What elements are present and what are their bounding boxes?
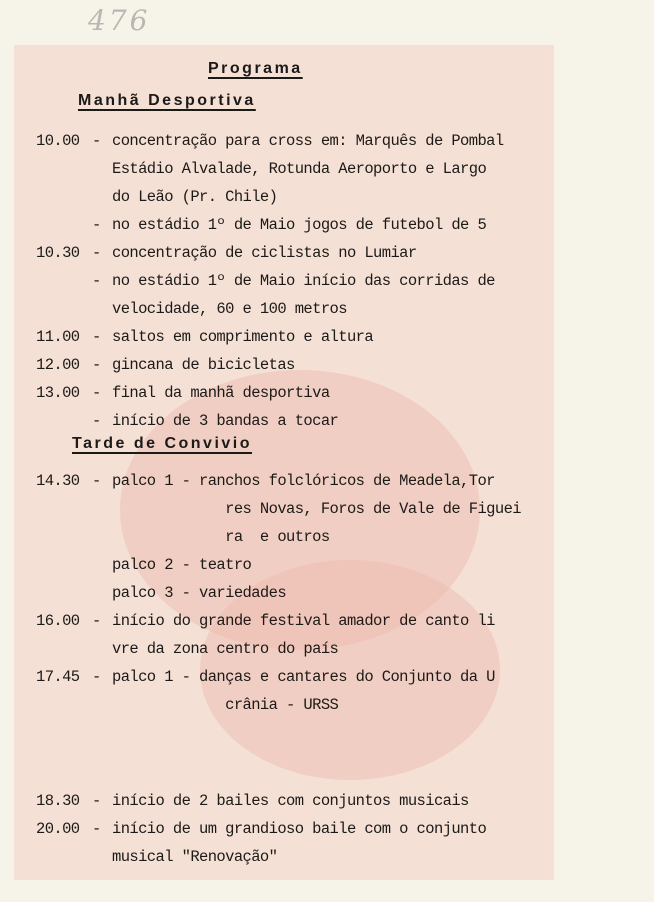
schedule-text: saltos em comprimento e altura bbox=[112, 328, 374, 346]
schedule-text: crânia - URSS bbox=[112, 696, 339, 714]
schedule-text: palco 2 - teatro bbox=[112, 556, 252, 574]
schedule-text: velocidade, 60 e 100 metros bbox=[112, 300, 347, 318]
schedule-text: início de 3 bandas a tocar bbox=[112, 412, 339, 430]
schedule-text: final da manhã desportiva bbox=[112, 384, 330, 402]
schedule-text: palco 1 - danças e cantares do Conjunto da U bbox=[112, 668, 495, 686]
schedule-text: no estádio 1º de Maio jogos de futebol de 5 bbox=[112, 216, 487, 234]
schedule-time: 10.30 bbox=[36, 244, 80, 262]
schedule-dash: - bbox=[92, 472, 101, 490]
schedule-dash: - bbox=[92, 612, 101, 630]
schedule-dash: - bbox=[92, 272, 101, 290]
schedule-text: concentração de ciclistas no Lumiar bbox=[112, 244, 417, 262]
schedule-text: Estádio Alvalade, Rotunda Aeroporto e Largo bbox=[112, 160, 487, 178]
schedule-text: res Novas, Foros de Vale de Figuei bbox=[112, 500, 521, 518]
schedule-time: 11.00 bbox=[36, 328, 80, 346]
heading-manha-desportiva: Manhã Desportiva bbox=[78, 92, 256, 109]
schedule-time: 13.00 bbox=[36, 384, 80, 402]
schedule-text: ra e outros bbox=[112, 528, 330, 546]
schedule-time: 20.00 bbox=[36, 820, 80, 838]
schedule-dash: - bbox=[92, 820, 101, 838]
schedule-time: 14.30 bbox=[36, 472, 80, 490]
schedule-text: início do grande festival amador de canto li bbox=[112, 612, 495, 630]
schedule-text: gincana de bicicletas bbox=[112, 356, 295, 374]
schedule-dash: - bbox=[92, 668, 101, 686]
schedule-text: musical "Renovação" bbox=[112, 848, 278, 866]
schedule-time: 10.00 bbox=[36, 132, 80, 150]
schedule-text: do Leão (Pr. Chile) bbox=[112, 188, 278, 206]
schedule-dash: - bbox=[92, 384, 101, 402]
heading-tarde-de-convivio: Tarde de Convivio bbox=[72, 435, 253, 452]
schedule-dash: - bbox=[92, 792, 101, 810]
schedule-text: início de um grandioso baile com o conjunto bbox=[112, 820, 487, 838]
heading-programa: Programa bbox=[208, 60, 303, 77]
schedule-dash: - bbox=[92, 244, 101, 262]
schedule-dash: - bbox=[92, 356, 101, 374]
schedule-text: vre da zona centro do país bbox=[112, 640, 339, 658]
schedule-time: 12.00 bbox=[36, 356, 80, 374]
schedule-text: início de 2 bailes com conjuntos musicais bbox=[112, 792, 469, 810]
schedule-text: concentração para cross em: Marquês de Pombal bbox=[112, 132, 504, 150]
schedule-time: 18.30 bbox=[36, 792, 80, 810]
schedule-time: 17.45 bbox=[36, 668, 80, 686]
schedule-dash: - bbox=[92, 412, 101, 430]
schedule-dash: - bbox=[92, 328, 101, 346]
schedule-time: 16.00 bbox=[36, 612, 80, 630]
schedule-dash: - bbox=[92, 132, 101, 150]
handwritten-note: 476 bbox=[88, 4, 151, 37]
schedule-text: no estádio 1º de Maio início das corridas de bbox=[112, 272, 495, 290]
schedule-text: palco 1 - ranchos folclóricos de Meadela,Tor bbox=[112, 472, 495, 490]
schedule-text: palco 3 - variedades bbox=[112, 584, 287, 602]
schedule-dash: - bbox=[92, 216, 101, 234]
